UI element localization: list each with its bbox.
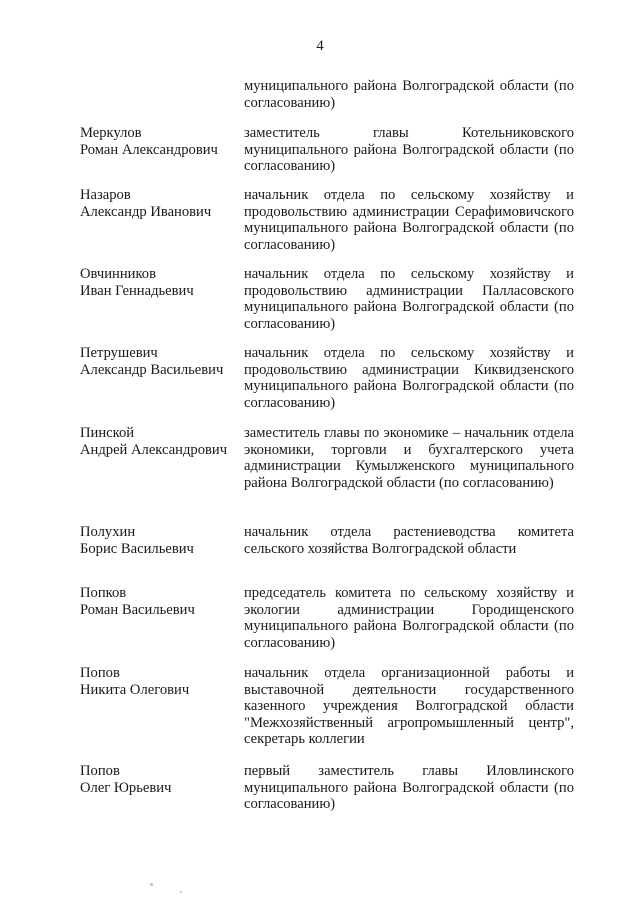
- member-name: [80, 125, 240, 158]
- member-position: начальник отдела по сельскому хозяйству и продовольствию администрации Серафимовичского муниципального района Волгоградской области (по согласованию): [244, 187, 574, 253]
- member-position: первый заместитель главы Иловлинского муниципального района Волгоградской области (по согласованию): [244, 763, 574, 812]
- member-name: [80, 665, 240, 698]
- member-position: заместитель главы по экономике – начальник отдела экономики, торговли и бухгалтерского учета администрации Кумылженского муниципального района Волгоградской области (по согласованию): [244, 425, 574, 491]
- member-surname: Петрушевич: [80, 345, 158, 361]
- member-surname: Меркулов: [80, 125, 142, 141]
- page-number: 4: [316, 38, 324, 54]
- member-given-names: Роман Васильевич: [80, 601, 195, 618]
- member-position: председатель комитета по сельскому хозяйству и экологии администрации Городищенского муниципального района Волгоградской области (по согласованию): [244, 585, 574, 651]
- member-surname: Попов: [80, 665, 120, 681]
- member-surname: Полухин: [80, 524, 136, 540]
- member-given-names: Иван Геннадьевич: [80, 282, 194, 299]
- scan-speck: [150, 883, 153, 886]
- member-name: [80, 345, 240, 378]
- member-surname: Овчинников: [80, 266, 156, 282]
- member-given-names: Никита Олегович: [80, 681, 190, 698]
- member-surname: Попов: [80, 763, 120, 779]
- member-name: [80, 585, 240, 618]
- member-name: [80, 763, 240, 796]
- member-position: начальник отдела растениеводства комитета сельского хозяйства Волгоградской области: [244, 524, 574, 557]
- member-given-names: Александр Иванович: [80, 203, 212, 220]
- member-given-names: Роман Александрович: [80, 141, 218, 158]
- continued-position-text: муниципального района Волгоградской области (по согласованию): [244, 78, 574, 111]
- member-name: [80, 524, 240, 557]
- scan-speck: [180, 891, 182, 893]
- member-position: начальник отдела организационной работы и выставочной деятельности государственного казенного учреждения Волгоградской области "Межхозяйственный агропромышленный центр", секретарь коллегии: [244, 665, 574, 747]
- member-name: [80, 266, 240, 299]
- member-position: начальник отдела по сельскому хозяйству и продовольствию администрации Киквидзенского муниципального района Волгоградской области (по согласованию): [244, 345, 574, 411]
- member-surname: Пинской: [80, 425, 135, 441]
- member-name: [80, 425, 240, 458]
- member-given-names: Александр Васильевич: [80, 361, 224, 378]
- member-name: [80, 187, 240, 220]
- member-given-names: Андрей Александрович: [80, 441, 228, 458]
- member-surname: Попков: [80, 585, 127, 601]
- member-position: начальник отдела по сельскому хозяйству и продовольствию администрации Палласовского муниципального района Волгоградской области (по согласованию): [244, 266, 574, 332]
- member-given-names: Олег Юрьевич: [80, 779, 172, 796]
- member-given-names: Борис Васильевич: [80, 540, 194, 557]
- member-surname: Назаров: [80, 187, 131, 203]
- member-position: заместитель главы Котельниковского муниципального района Волгоградской области (по согласованию): [244, 125, 574, 174]
